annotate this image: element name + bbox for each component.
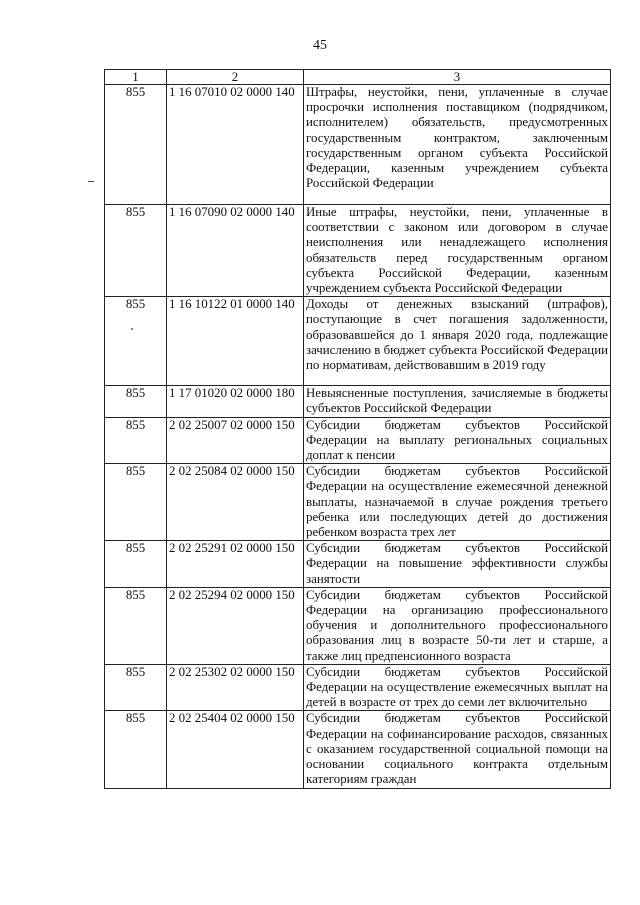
- table-row: [105, 205, 611, 297]
- table-row: [105, 587, 611, 664]
- description-cell: Субсидии бюджетам субъектов Российской Федерации на выплату региональных социальных доплат к пенсии: [304, 417, 611, 464]
- description-cell: Невыясненные поступления, зачисляемые в бюджеты субъектов Российской Федерации: [304, 386, 611, 417]
- description-cell: Иные штрафы, неустойки, пени, уплаченные в соответствии с законом или договором в случае неисполнения или ненадлежащего исполнения обязательств перед государственным органом субъекта Российской Федерации, казенным учреждением субъекта Российской Федерации: [304, 205, 611, 297]
- admin-code-cell: 855: [105, 85, 167, 205]
- admin-code-cell: 855: [105, 464, 167, 541]
- budget-code-cell: 1 16 07090 02 0000 140: [167, 205, 304, 297]
- table-row: [105, 297, 611, 386]
- description-cell: Доходы от денежных взысканий (штрафов), поступающие в счет погашения задолженности, образовавшейся до 1 января 2020 года, подлежащие зачислению в бюджет субъекта Российской Федерации по нормативам, действовавшим в 2019 году: [304, 297, 611, 386]
- admin-code-cell: 855: [105, 297, 167, 386]
- page-number: 45: [313, 38, 327, 53]
- budget-code-cell: 2 02 25291 02 0000 150: [167, 541, 304, 588]
- table-row: [105, 711, 611, 788]
- admin-code-cell: 855: [105, 386, 167, 417]
- table-row: [105, 664, 611, 711]
- budget-code-cell: 1 16 10122 01 0000 140: [167, 297, 304, 386]
- budget-code-cell: 1 16 07010 02 0000 140: [167, 85, 304, 205]
- column-header-3: 3: [304, 70, 611, 85]
- table-row: [105, 541, 611, 588]
- description-cell: Субсидии бюджетам субъектов Российской Федерации на осуществление ежемесячных выплат на детей в возрасте от трех до семи лет включительно: [304, 664, 611, 711]
- budget-code-cell: 2 02 25404 02 0000 150: [167, 711, 304, 788]
- admin-code-cell: 855: [105, 664, 167, 711]
- scan-mark: [88, 181, 94, 182]
- budget-code-cell: 2 02 25084 02 0000 150: [167, 464, 304, 541]
- description-cell: Субсидии бюджетам субъектов Российской Федерации на повышение эффективности службы занятости: [304, 541, 611, 588]
- admin-code-cell: 855: [105, 541, 167, 588]
- column-header-1: 1: [105, 70, 167, 85]
- table-row: [105, 85, 611, 205]
- table-row: [105, 417, 611, 464]
- admin-code-cell: 855: [105, 417, 167, 464]
- description-cell: Штрафы, неустойки, пени, уплаченные в случае просрочки исполнения поставщиком (подрядчиком, исполнителем) обязательств, предусмотренных государственным контрактом, заключенным государственным органом субъекта Российской Федерации, казенным учреждением субъекта Российской Федерации: [304, 85, 611, 205]
- budget-code-cell: 2 02 25302 02 0000 150: [167, 664, 304, 711]
- description-cell: Субсидии бюджетам субъектов Российской Федерации на софинансирование расходов, связанных с оказанием государственной социальной помощи на основании социального контракта отдельным категориям граждан: [304, 711, 611, 788]
- admin-code-cell: 855: [105, 587, 167, 664]
- budget-code-cell: 2 02 25007 02 0000 150: [167, 417, 304, 464]
- budget-revenue-table: [104, 69, 611, 789]
- budget-code-cell: 1 17 01020 02 0000 180: [167, 386, 304, 417]
- description-cell: Субсидии бюджетам субъектов Российской Федерации на осуществление ежемесячной денежной выплаты, назначаемой в случае рождения третьего ребенка или последующих детей до достижения ребенком возраста трех лет: [304, 464, 611, 541]
- admin-code-cell: 855: [105, 205, 167, 297]
- table-row: [105, 464, 611, 541]
- column-header-2: 2: [167, 70, 304, 85]
- table-header-row: [105, 70, 611, 85]
- budget-code-cell: 2 02 25294 02 0000 150: [167, 587, 304, 664]
- admin-code-cell: 855: [105, 711, 167, 788]
- description-cell: Субсидии бюджетам субъектов Российской Федерации на организацию профессионального обучения и дополнительного профессионального образования лиц в возрасте 50-ти лет и старше, а также лиц предпенсионного возраста: [304, 587, 611, 664]
- table-row: [105, 386, 611, 417]
